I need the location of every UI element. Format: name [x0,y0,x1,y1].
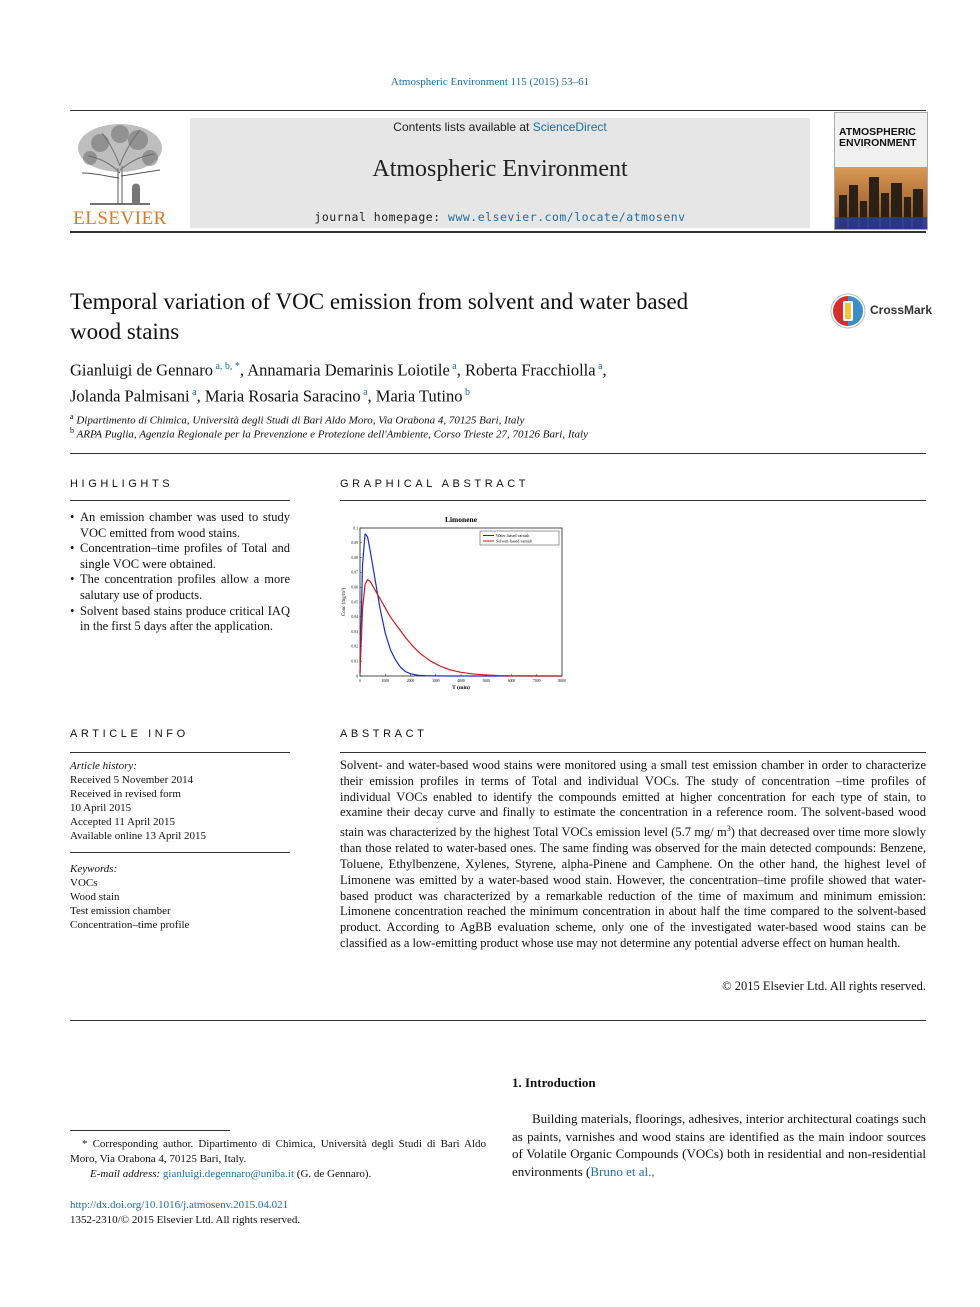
keyword-entry: Concentration–time profile [70,919,190,931]
y-tick-label: 0.01 [351,659,358,664]
author-affiliation-marker[interactable]: a [449,361,457,372]
article-history [70,759,290,843]
introduction-body: Building materials, floorings, adhesives, interior architectural coatings such as paints, varnishes and wood stains are identified as the main indoor sources of Volatile Organic Compounds (VOCs) both in residential and non-residential environments ( [512,1111,926,1179]
article-history-label: Article history: [70,760,137,772]
y-tick-label: 0.05 [351,600,358,605]
abstract-text [340,758,926,952]
crossmark-icon [830,293,866,329]
affiliation-a-text: Dipartimento di Chimica, Università degli Studi di Bari Aldo Moro, Via Orabona 4, 70125 Bari, Italy [76,414,525,427]
graphical-abstract-heading: GRAPHICAL ABSTRACT [340,478,530,490]
author-affiliation-marker[interactable]: a, b, * [212,361,240,372]
x-tick-label: 8000 [558,679,566,683]
y-tick-label: 0.09 [351,541,358,546]
author-line-2 [70,382,770,408]
corresponding-author-text: * Corresponding author. Dipartimento di Chimica, Università degli Studi di Bari Aldo Moro, Via Orabona 4, 70125 Bari, Italy. [70,1138,486,1165]
author-affiliation-marker[interactable]: a [595,361,603,372]
header-top-rule [70,110,926,111]
front-matter-bottom-rule [70,1020,926,1021]
author-name: Annamaria Demarinis Loiotile [247,360,450,380]
series-line-1 [360,580,562,676]
journal-cover-image[interactable] [834,112,928,230]
x-tick-label: 6000 [507,679,516,683]
keyword-entry: Wood stain [70,891,120,903]
author-name: Maria Rosaria Saracino [204,386,361,405]
cover-skyline-icon [835,167,927,229]
author-list [70,356,770,407]
limonene-chart [340,508,575,693]
author-name: Jolanda Palmisani [70,386,190,405]
article-title [70,287,790,347]
highlights-rule [70,500,290,501]
keyword-entry: VOCs [70,877,98,889]
homepage-link[interactable]: www.elsevier.com/locate/atmosenv [448,210,686,224]
history-entry: Received 5 November 2014 [70,774,194,786]
author-name: Gianluigi de Gennaro [70,360,213,380]
x-tick-label: 5000 [482,679,491,683]
cover-title [839,127,917,149]
history-entry: Available online 13 April 2015 [70,830,207,842]
email-link[interactable]: gianluigi.degennaro@uniba.it [162,1168,295,1180]
graphical-abstract-figure[interactable] [340,508,575,693]
y-axis-label: Conc (mg/m³) [342,587,347,617]
article-history-list [70,773,290,843]
journal-banner [190,118,810,228]
keywords-rule [70,852,290,853]
y-tick-label: 0.03 [351,629,358,634]
article-info-rule [70,752,290,753]
highlight-item: • Concentration–time profiles of Total and single VOC were obtained. [70,541,290,572]
author-affiliation-marker[interactable]: a [189,386,197,398]
x-tick-label: 2000 [406,679,415,683]
abstract-heading: ABSTRACT [340,728,428,740]
contents-prefix: Contents lists available at [393,120,533,134]
introduction-citation-link[interactable]: Bruno et al., [590,1163,655,1179]
corresponding-author-footnote [70,1137,486,1182]
introduction-text [512,1110,926,1180]
footnote-rule [70,1130,230,1131]
highlight-item: • Solvent based stains produce critical IAQ in the first 5 days after the application. [70,604,290,635]
keywords-label: Keywords: [70,863,118,875]
history-entry: 10 April 2015 [70,802,132,814]
author-name: Roberta Fracchiolla [465,360,596,380]
journal-title: Atmospheric Environment [372,156,628,182]
keyword-entry: Test emission chamber [70,905,171,917]
crossmark-label: CrossMark [870,303,933,317]
homepage-prefix: journal homepage: [314,210,449,224]
y-tick-label: 0.08 [351,555,358,560]
highlight-item: • The concentration profiles allow a more salutary use of products. [70,572,290,603]
email-line [70,1167,486,1182]
introduction-heading: 1. Introduction [512,1075,596,1090]
history-entry: Accepted 11 April 2015 [70,816,175,828]
keywords [70,862,290,932]
x-tick-label: 3000 [431,679,440,683]
author-separator: , [367,386,376,405]
sciencedirect-link[interactable]: ScienceDirect [532,120,607,134]
affiliation-bottom-rule [70,453,926,454]
email-label: E-mail address: [90,1168,163,1180]
journal-homepage [190,210,810,224]
abstract-rule [340,752,926,753]
legend-label: Solvent–based varnish [496,538,533,544]
series-line-0 [360,534,562,676]
author-name: Maria Tutino [375,386,463,405]
elsevier-logo [70,118,170,228]
legend-label: Water–based varnish [496,532,530,538]
affiliation-b-text: ARPA Puglia, Agenzia Regionale per la Prevenzione e Protezione dell'Ambiente, Corso Trieste 27, 70126 Bari, Italy [76,428,588,441]
y-tick-label: 0.04 [351,615,358,620]
chart-title: Limonene [444,515,478,524]
x-tick-label: 0 [359,679,361,683]
author-separator: , [602,360,607,380]
cover-title-line2: ENVIRONMENT [839,137,917,149]
x-tick-label: 1000 [381,679,390,683]
plot-frame [360,528,562,676]
abstract-superscript: 3 [726,824,731,834]
highlights-items [70,510,290,635]
article-info-heading: ARTICLE INFO [70,728,189,740]
y-tick-label: 0.06 [351,585,358,590]
x-tick-label: 7000 [532,679,541,683]
author-separator: , [196,386,205,405]
x-tick-label: 4000 [457,679,465,683]
y-tick-label: 0.02 [351,644,358,649]
keywords-list [70,876,290,932]
contents-line [190,120,810,134]
doi-block [70,1198,300,1228]
email-suffix: (G. de Gennaro). [294,1168,372,1180]
highlights-heading: HIGHLIGHTS [70,478,174,490]
x-axis-label: T (min) [452,685,470,691]
y-tick-label: 0 [356,674,358,679]
y-tick-label: 0.07 [351,570,358,575]
affiliation-b: $^b$ ARPA Puglia, Agenzia Regionale per la Prevenzione e Protezione dell'Ambiente, Corso Trieste 27, 70126 Bari, Italy [70,426,588,441]
highlight-item: • An emission chamber was used to study VOC emitted from wood stains. [70,510,290,541]
author-affiliation-marker[interactable]: a [360,386,368,398]
affiliation-a: $^a$ Dipartimento di Chimica, Università degli Studi di Bari Aldo Moro, Via Orabona 4, 70125 Bari, Italy [70,412,525,427]
issn-line: 1352-2310/© 2015 Elsevier Ltd. All rights reserved. [70,1214,301,1226]
abstract-text-part1: Solvent- and water-based wood stains were monitored using a small test emission chamber in order to characterize their emission profiles in terms of Total and individual VOCs. The study of concentration –time profiles of individual VOCs enabled to identify the compounds emitted at higher concentration for each type of stain, to examine their decay curve and finally to estimate the concentration in a reference room. The solvent-based wood stain was characterized by the highest Total VOCs emission level (5.7 mg/ m [340,758,926,840]
y-tick-label: 0.1 [353,526,358,531]
author-line-1 [70,356,770,382]
history-entry: Received in revised form [70,788,181,800]
author-affiliation-marker[interactable]: b [462,386,470,398]
cover-title-line1: ATMOSPHERIC [839,126,916,138]
doi-link[interactable]: http://dx.doi.org/10.1016/j.atmosenv.2015.04.021 [70,1199,289,1211]
author-separator: , [239,360,248,380]
article-title-line2: wood stains [70,319,180,344]
graphical-abstract-rule [340,500,926,501]
elsevier-wordmark: ELSEVIER [73,208,167,229]
abstract-text-part2: ) that decreased over time more slowly than those related to water-based ones. The same finding was observed for the main detected compounds: Benzene, Toluene, Ethylbenzene, Xylenes, Styrene, alpha-Pinene and Camphene. On the other hand, the highest level of Limonene was emitted by a water-based wood stain. However, the concentration–time profile showed that water-based product was characterized by a remarkable reduction of the time of maximum and minimum emission: Limonene concentration reached the minimum concentration in about half the time compared to the solvent-based product. According to AgBB evaluation scheme, only one of the investigated water-based wood stains can be classified as a low-emitting product whose use may not determine any potential adverse effect on human health. [340,825,926,950]
article-title-line1: Temporal variation of VOC emission from solvent and water based [70,289,689,314]
highlights-list [70,510,290,635]
journal-citation[interactable]: Atmospheric Environment 115 (2015) 53–61 [390,76,590,88]
crossmark-button[interactable] [830,293,933,333]
header-bottom-rule [70,231,926,233]
author-separator: , [456,360,465,380]
abstract-copyright: © 2015 Elsevier Ltd. All rights reserved. [722,979,926,993]
